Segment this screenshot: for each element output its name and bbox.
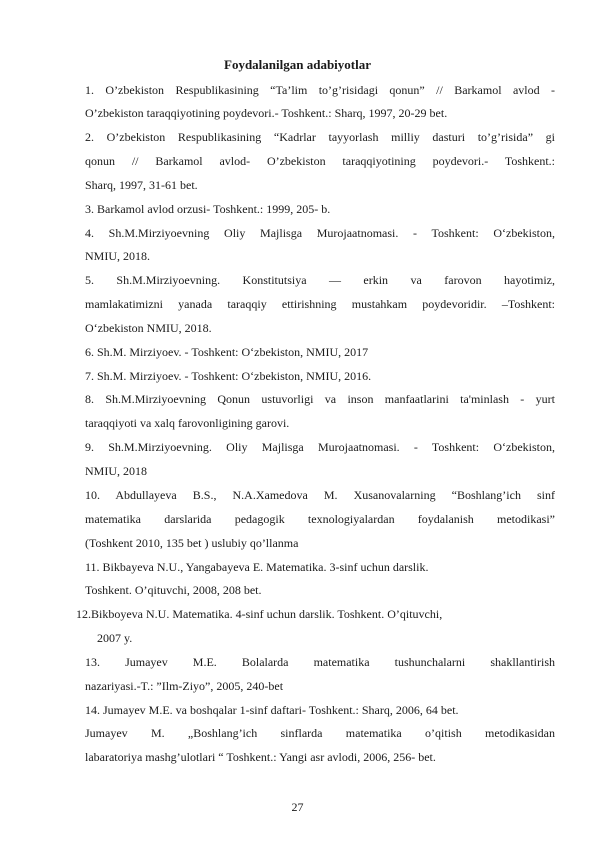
ref-line: matematika darslarida pedagogik texnologiyalardan foydalanish metodikasi” (85, 512, 555, 526)
ref-line: 12.Bikboyeva N.U. Matematika. 4-sinf uchun darslik. Toshkent. O’qituvchi, (76, 607, 443, 621)
ref-line: Jumayev M. „Boshlang’ich sinflarda matematika o’qitish metodikasidan (85, 726, 555, 740)
ref-line: NMIU, 2018 (85, 464, 147, 478)
ref-line: 4. Sh.M.Mirziyoevning Oliy Majlisga Murojaatnomasi. - Toshkent: O‘zbekiston, (85, 226, 555, 240)
ref-line: 2. O’zbekiston Respublikasining “Kadrlar tayyorlash milliy dasturi to’g’risida” gi (85, 130, 555, 144)
ref-line: Toshkent. O’qituvchi, 2008, 208 bet. (85, 583, 262, 597)
ref-line: 10. Abdullayeva B.S., N.A.Xamedova M. Xusanovalarning “Boshlang’ich sinf (85, 488, 555, 502)
ref-line: Sharq, 1997, 31-61 bet. (85, 178, 198, 192)
page-number: 27 (291, 800, 304, 814)
ref-line: qonun // Barkamol avlod- O’zbekiston taraqqiyotining poydevori.- Toshkent.: (85, 154, 555, 168)
page-title: Foydalanilgan adabiyotlar (224, 57, 371, 72)
ref-line: labaratoriya mashg’ulotlari “ Toshkent.: Yangi asr avlodi, 2006, 256- bet. (85, 750, 436, 764)
ref-line: taraqqiyoti va xalq farovonligining garovi. (85, 416, 290, 430)
ref-line: O‘zbekiston NMIU, 2018. (85, 321, 212, 335)
ref-line: 14. Jumayev M.E. va boshqalar 1-sinf daftari- Toshkent.: Sharq, 2006, 64 bet. (85, 703, 459, 717)
ref-line: nazariyasi.-T.: ”Ilm-Ziyo”, 2005, 240-bet (85, 679, 284, 693)
ref-line: 8. Sh.M.Mirziyoevning Qonun ustuvorligi va inson manfaatlarini ta'minlash - yurt (85, 392, 555, 406)
ref-line: 9. Sh.M.Mirziyoevning. Oliy Majlisga Murojaatnomasi. - Toshkent: O‘zbekiston, (85, 440, 555, 454)
ref-line: 6. Sh.M. Mirziyoev. - Toshkent: O‘zbekiston, NMIU, 2017 (85, 345, 369, 359)
ref-line: 2007 y. (97, 631, 133, 645)
ref-line: 3. Barkamol avlod orzusi- Toshkent.: 1999, 205- b. (85, 202, 331, 216)
ref-line: (Toshkent 2010, 135 bet ) uslubiy qo’llanma (85, 536, 299, 550)
ref-line: 1. O’zbekiston Respublikasining “Ta’lim to’g’risidagi qonun” // Barkamol avlod - (85, 83, 555, 97)
ref-line: 13. Jumayev M.E. Bolalarda matematika tushunchalarni shakllantirish (85, 655, 555, 669)
ref-line: NMIU, 2018. (85, 249, 150, 263)
ref-line: 5. Sh.M.Mirziyoevning. Konstitutsiya — erkin va farovon hayotimiz, (85, 273, 555, 287)
ref-line: 11. Bikbayeva N.U., Yangabayeva E. Matematika. 3-sinf uchun darslik. (85, 560, 429, 574)
ref-line: O’zbekiston taraqqiyotining poydevori.- Toshkent.: Sharq, 1997, 20-29 bet. (85, 106, 448, 120)
ref-line: 7. Sh.M. Mirziyoev. - Toshkent: O‘zbekiston, NMIU, 2016. (85, 369, 372, 383)
ref-line: mamlakatimizni yanada taraqqiy ettirishning mustahkam poydevoridir. –Toshkent: (85, 297, 555, 311)
